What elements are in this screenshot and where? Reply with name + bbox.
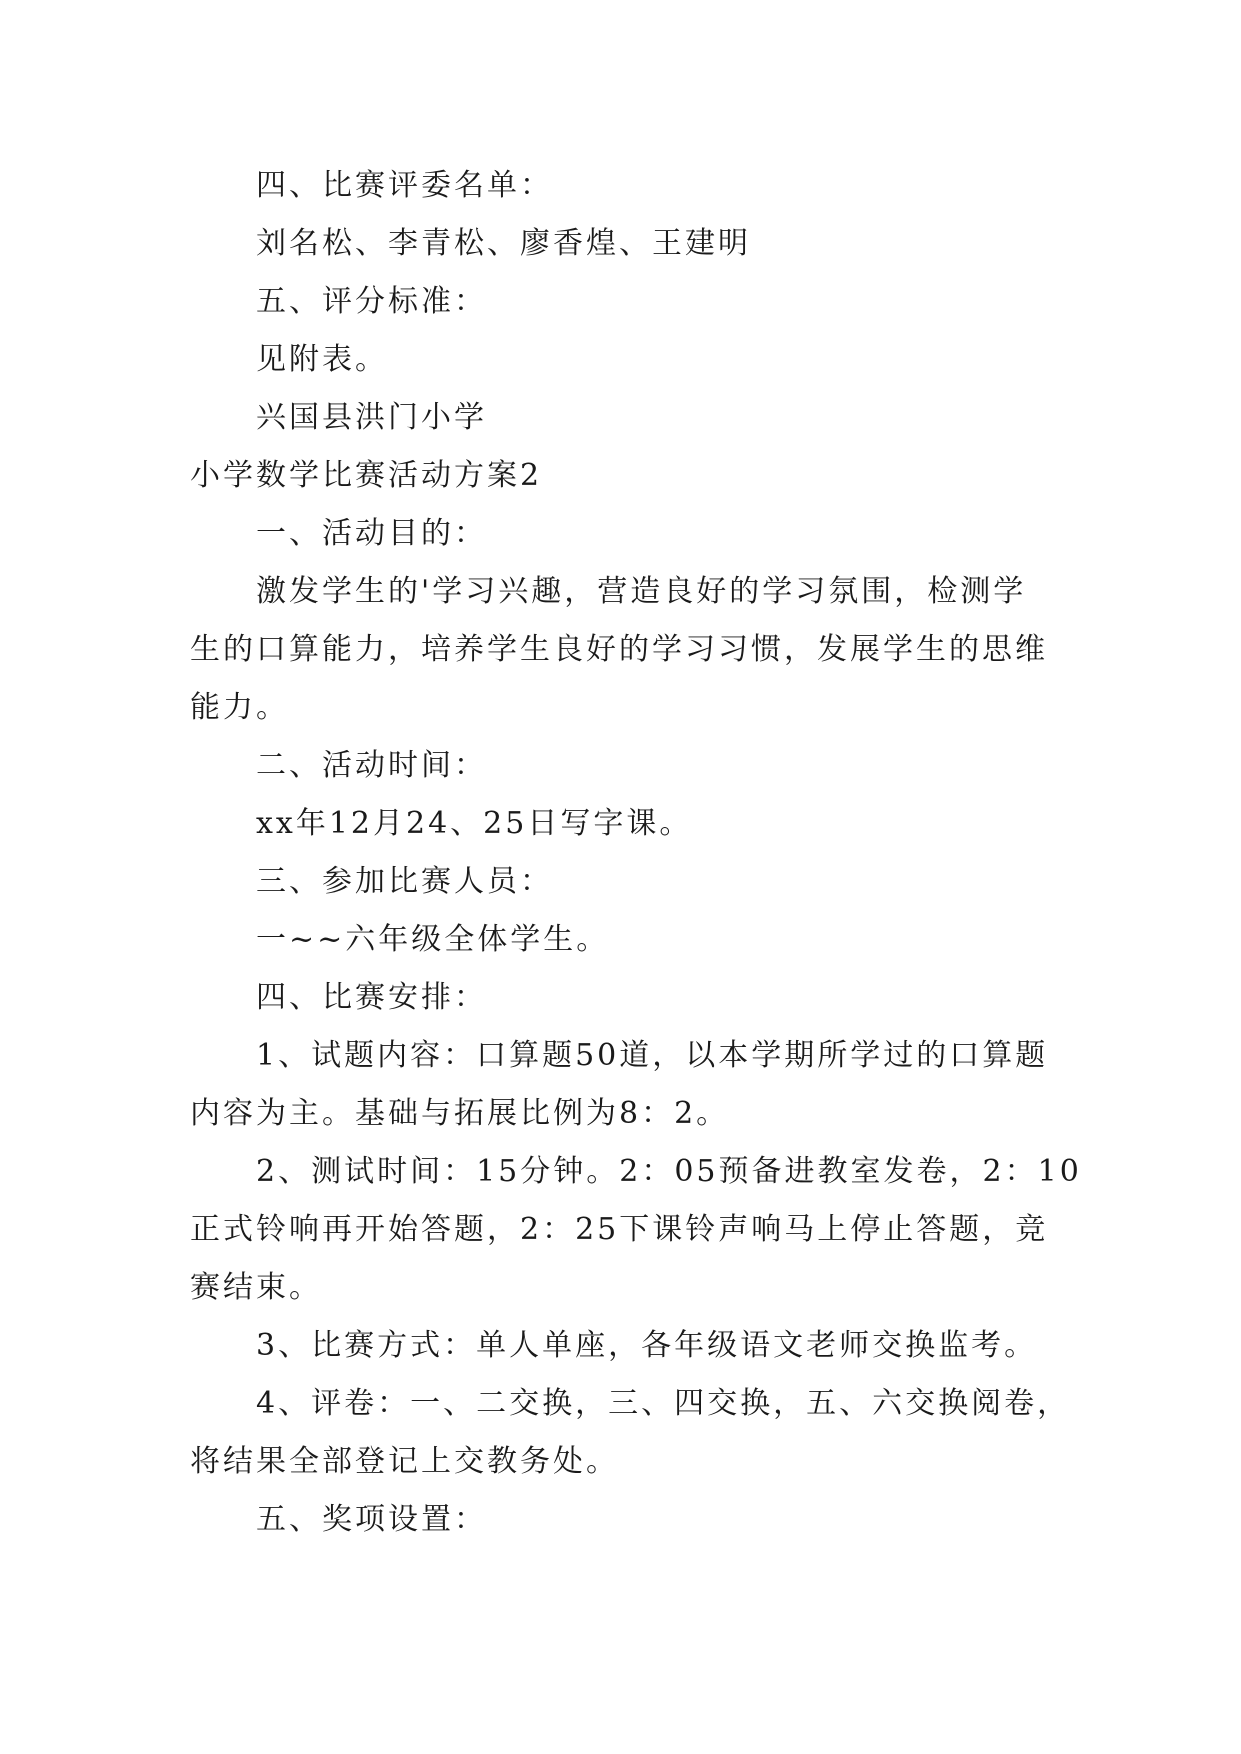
section-3-participants-heading: 三、参加比赛人员：	[256, 864, 553, 899]
paragraph-line: 2、测试时间：15分钟。2：05预备进教室发卷，2：10	[256, 1154, 1082, 1189]
section-4-arrangement-heading: 四、比赛安排：	[256, 980, 487, 1015]
paragraph-line: 1、试题内容：口算题50道，以本学期所学过的口算题	[256, 1038, 1049, 1073]
section-2-time-heading: 二、活动时间：	[256, 748, 487, 783]
judges-list: 刘名松、李青松、廖香煌、王建明	[256, 226, 751, 261]
paragraph-line: 激发学生的'学习兴趣，营造良好的学习氛围，检测学	[256, 574, 1027, 609]
document-title: 小学数学比赛活动方案2	[190, 458, 543, 493]
participants: 一~~六年级全体学生。	[256, 922, 610, 957]
section-1-purpose-heading: 一、活动目的：	[256, 516, 487, 551]
paragraph-line: 正式铃响再开始答题，2：25下课铃声响马上停止答题，竞	[190, 1212, 1049, 1247]
section-5-awards-heading: 五、奖项设置：	[256, 1502, 487, 1537]
section-4-judges-heading: 四、比赛评委名单：	[256, 168, 553, 203]
scoring-reference: 见附表。	[256, 342, 388, 377]
activity-date: xx年12月24、25日写字课。	[256, 806, 693, 841]
paragraph-line: 4、评卷：一、二交换，三、四交换，五、六交换阅卷，	[256, 1386, 1071, 1421]
paragraph-line: 内容为主。基础与拓展比例为8：2。	[190, 1096, 730, 1131]
paragraph-line: 将结果全部登记上交教务处。	[190, 1444, 619, 1479]
paragraph-line: 3、比赛方式：单人单座，各年级语文老师交换监考。	[256, 1328, 1038, 1363]
section-5-scoring-heading: 五、评分标准：	[256, 284, 487, 319]
school-name: 兴国县洪门小学	[256, 400, 487, 435]
paragraph-line: 生的口算能力，培养学生良好的学习习惯，发展学生的思维	[190, 632, 1048, 667]
paragraph-line: 能力。	[190, 690, 289, 725]
paragraph-line: 赛结束。	[190, 1270, 322, 1305]
